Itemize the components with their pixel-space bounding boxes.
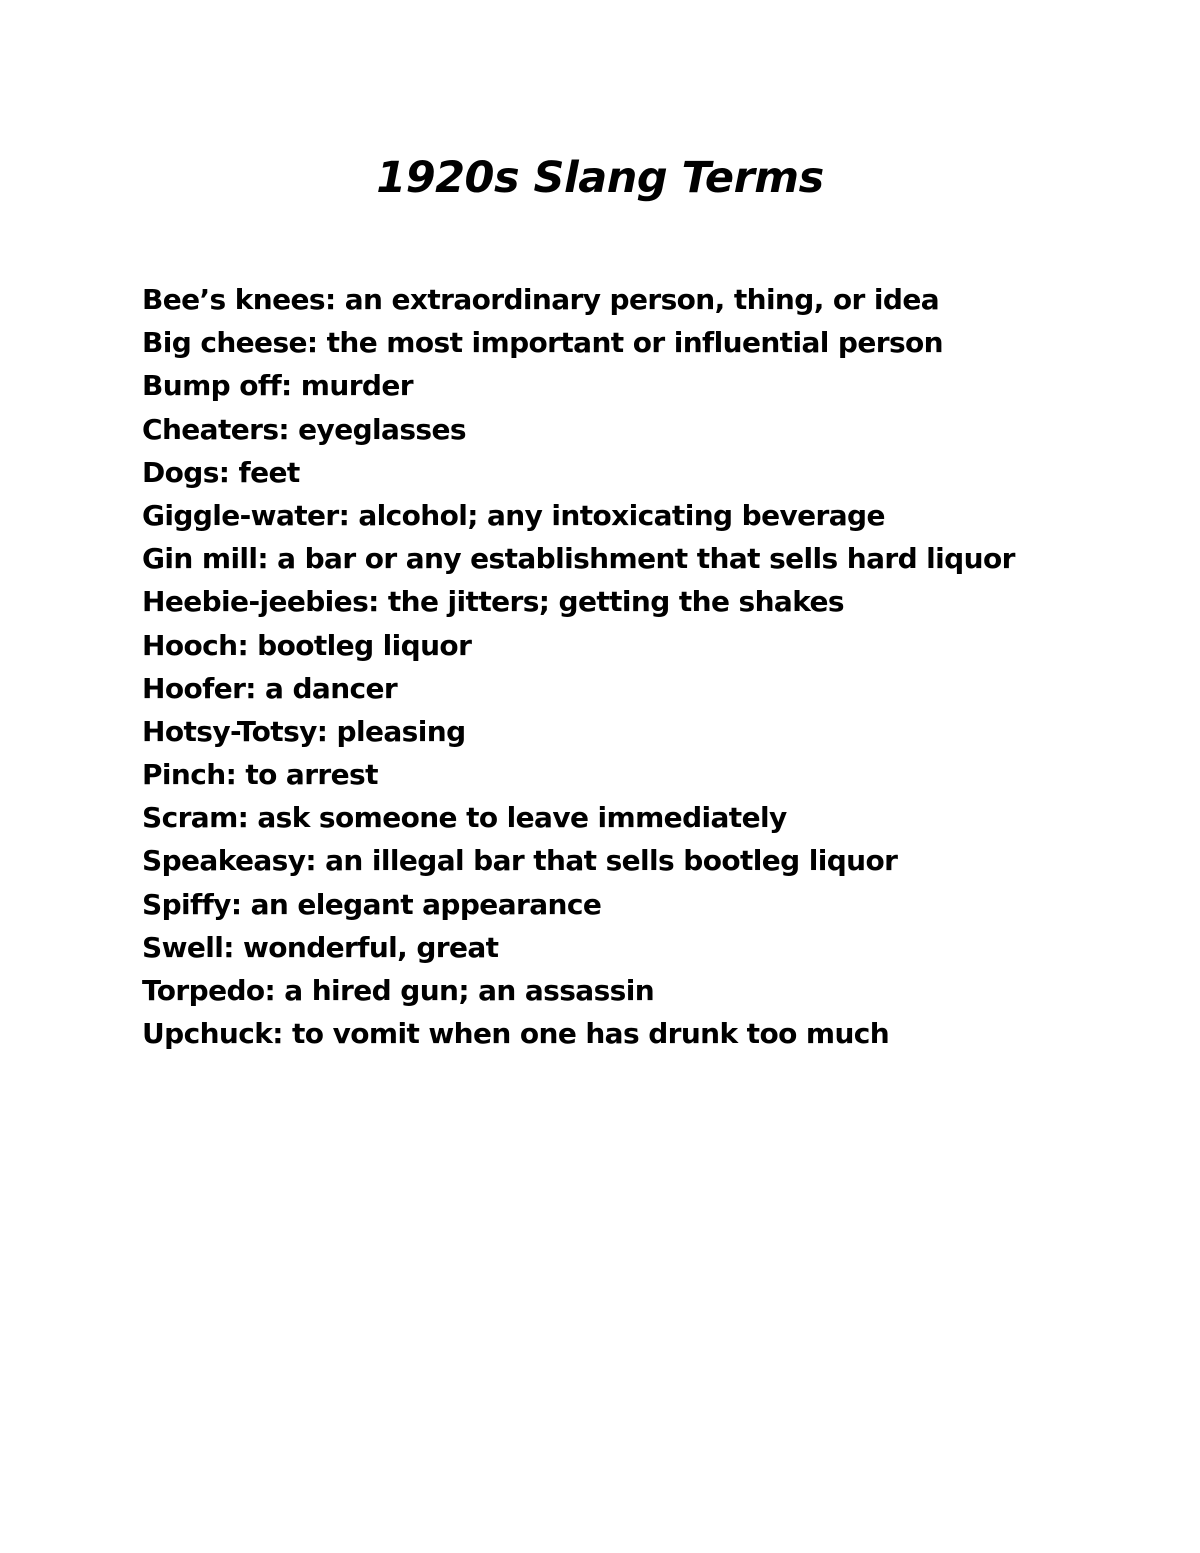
- list-item: Hoofer: a dancer: [142, 671, 398, 705]
- list-item: Cheaters: eyeglasses: [142, 412, 466, 446]
- list-item: Giggle-water: alcohol; any intoxicating beverage: [142, 498, 885, 532]
- list-item: Big cheese: the most important or influential person: [142, 326, 943, 360]
- list-item: Speakeasy: an illegal bar that sells bootleg liquor: [142, 844, 898, 878]
- page-title: 1920s Slang Terms: [376, 153, 824, 203]
- list-item: Dogs: feet: [142, 455, 300, 489]
- list-item: Torpedo: a hired gun; an assassin: [142, 974, 655, 1007]
- list-item: Scram: ask someone to leave immediately: [142, 801, 787, 835]
- list-item: Hotsy-Totsy: pleasing: [142, 714, 466, 748]
- list-item: Bee’s knees: an extraordinary person, thing, or idea: [142, 283, 940, 316]
- list-item: Upchuck: to vomit when one has drunk too much: [142, 1017, 890, 1051]
- list-item: Swell: wonderful, great: [142, 930, 499, 964]
- list-item: Spiffy: an elegant appearance: [142, 887, 602, 921]
- list-item: Bump off: murder: [142, 369, 413, 403]
- list-item: Hooch: bootleg liquor: [142, 628, 472, 662]
- slang-term-list: [142, 278, 1142, 1055]
- list-item: Gin mill: a bar or any establishment that sells hard liquor: [142, 542, 1015, 576]
- list-item: Pinch: to arrest: [142, 758, 378, 792]
- list-item: Heebie-jeebies: the jitters; getting the shakes: [142, 585, 844, 619]
